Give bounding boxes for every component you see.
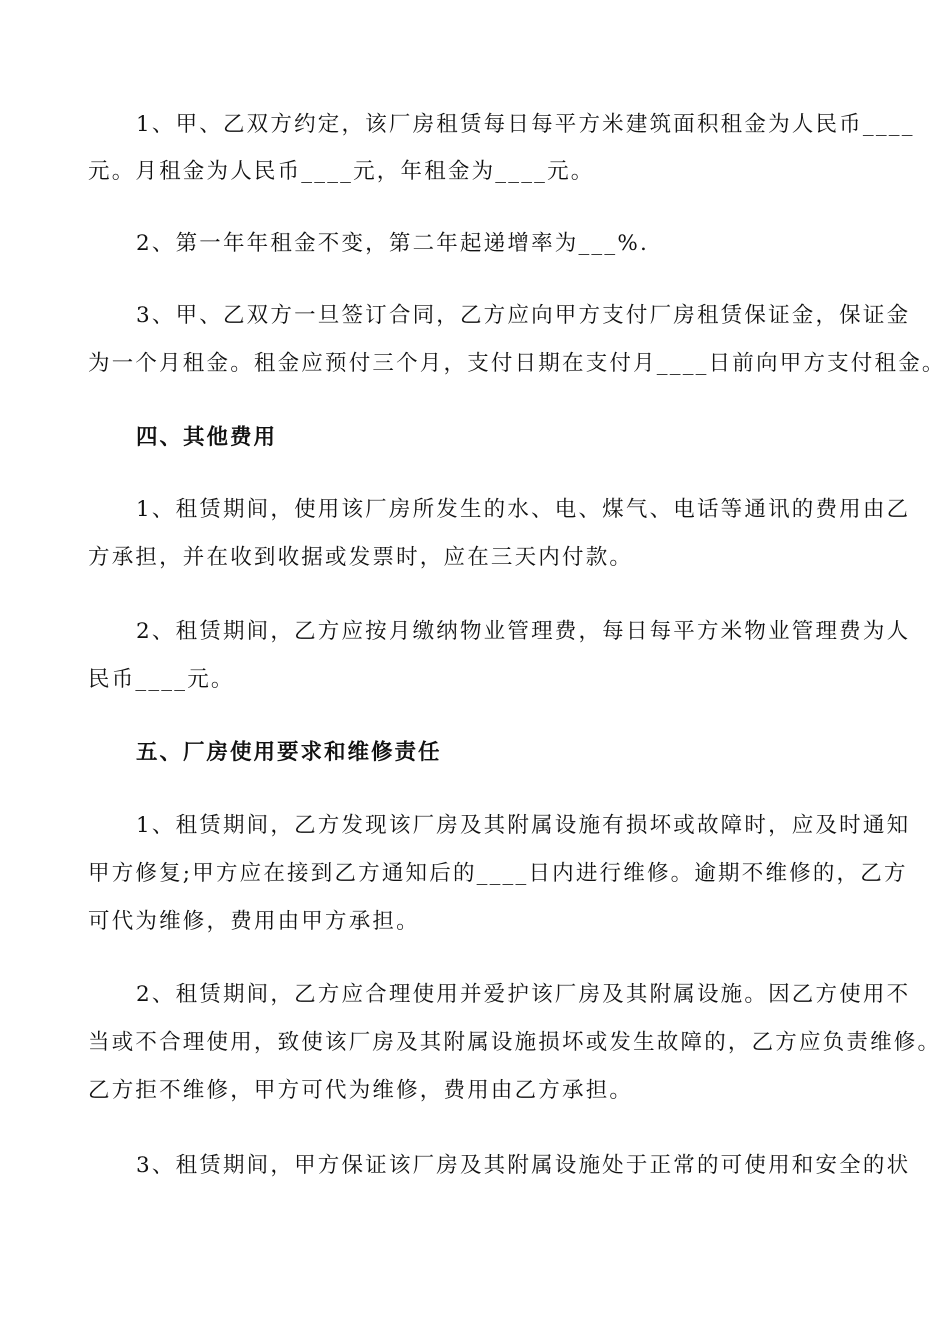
clause-4-1-line-1: 1、租赁期间，使用该厂房所发生的水、电、煤气、电话等通讯的费用由乙: [136, 497, 911, 522]
clause-5-2-line-1: 2、租赁期间，乙方应合理使用并爱护该厂房及其附属设施。因乙方使用不: [136, 982, 911, 1007]
clause-4-1-line-2: 方承担，并在收到收据或发票时，应在三天内付款。: [88, 545, 634, 570]
clause-5-1-line-2: 甲方修复;甲方应在接到乙方通知后的____日内进行维修。逾期不维修的，乙方: [88, 861, 908, 886]
clause-4-2-line-2: 民币____元。: [88, 667, 235, 692]
clause-3-1-line-1: 1、甲、乙双方约定，该厂房租赁每日每平方米建筑面积租金为人民币____: [136, 112, 915, 137]
clause-5-3-line-1: 3、租赁期间，甲方保证该厂房及其附属设施处于正常的可使用和安全的状: [136, 1153, 911, 1178]
clause-4-2-line-1: 2、租赁期间，乙方应按月缴纳物业管理费，每日每平方米物业管理费为人: [136, 619, 911, 644]
clause-5-2-line-2: 当或不合理使用，致使该厂房及其附属设施损坏或发生故障的，乙方应负责维修。: [88, 1030, 942, 1055]
clause-3-3-line-2: 为一个月租金。租金应预付三个月，支付日期在支付月____日前向甲方支付租金。: [88, 351, 946, 376]
section-5-heading: 五、厂房使用要求和维修责任: [136, 740, 442, 765]
clause-3-2-line-1: 2、第一年年租金不变，第二年起递增率为___%.: [136, 231, 649, 256]
clause-3-1-line-2: 元。月租金为人民币____元，年租金为____元。: [88, 159, 595, 184]
clause-3-3-line-1: 3、甲、乙双方一旦签订合同，乙方应向甲方支付厂房租赁保证金，保证金: [136, 303, 911, 328]
clause-5-1-line-1: 1、租赁期间，乙方发现该厂房及其附属设施有损坏或故障时，应及时通知: [136, 813, 911, 838]
clause-5-2-line-3: 乙方拒不维修，甲方可代为维修，费用由乙方承担。: [88, 1078, 634, 1103]
section-4-heading: 四、其他费用: [136, 425, 278, 450]
clause-5-1-line-3: 可代为维修，费用由甲方承担。: [88, 909, 420, 934]
